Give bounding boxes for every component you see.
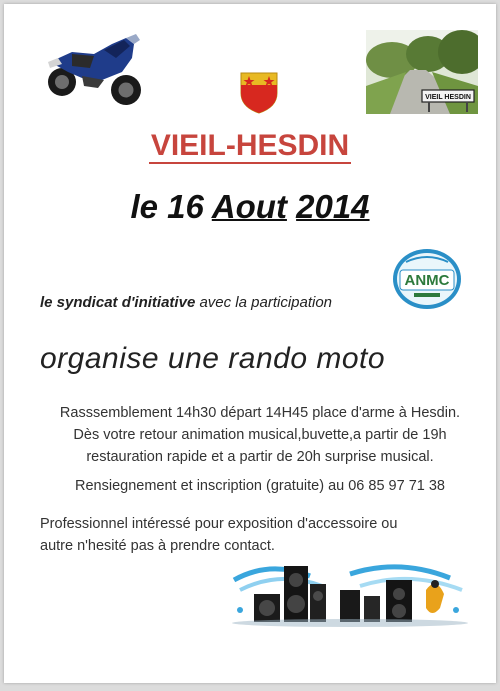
music-illustration xyxy=(230,560,470,628)
town-name: VIEIL-HESDIN xyxy=(150,129,350,162)
date-month: Aout xyxy=(211,188,287,225)
pro-line: Professionnel intéressé pour exposition d'accessoire ou xyxy=(40,516,398,532)
road-photo xyxy=(366,30,478,114)
road-sign-text: VIEIL HESDIN xyxy=(425,94,471,101)
crest-icon xyxy=(239,71,279,115)
professional-note xyxy=(40,513,470,557)
organizer-rest: avec la participation xyxy=(195,294,333,311)
date-prefix: le 16 xyxy=(130,188,212,225)
headline: organise une rando moto xyxy=(40,342,386,375)
details-line: restauration rapide et a partir de 20h surprise musical. xyxy=(86,449,434,465)
logo-text: ANMC xyxy=(404,272,450,289)
date-space xyxy=(287,188,296,225)
event-date xyxy=(4,188,496,226)
date-year: 2014 xyxy=(296,188,370,225)
details-line: Rasssemblement 14h30 départ 14H45 place d'arme à Hesdin. xyxy=(59,405,461,421)
event-details xyxy=(40,402,480,468)
club-logo xyxy=(392,248,462,310)
town-title xyxy=(4,129,496,164)
organizer-line xyxy=(40,294,332,311)
organizer-bold: le syndicat d'initiative xyxy=(40,294,196,311)
details-line: Dès votre retour animation musical,buvette,a partir de 19h xyxy=(73,427,447,443)
registration-info: Rensiegnement et inscription (gratuite) au 06 85 97 71 38 xyxy=(75,478,445,494)
pro-line: autre n'hesité pas à prendre contact. xyxy=(40,538,275,554)
flyer xyxy=(4,4,496,683)
motorbike-image xyxy=(42,32,146,108)
